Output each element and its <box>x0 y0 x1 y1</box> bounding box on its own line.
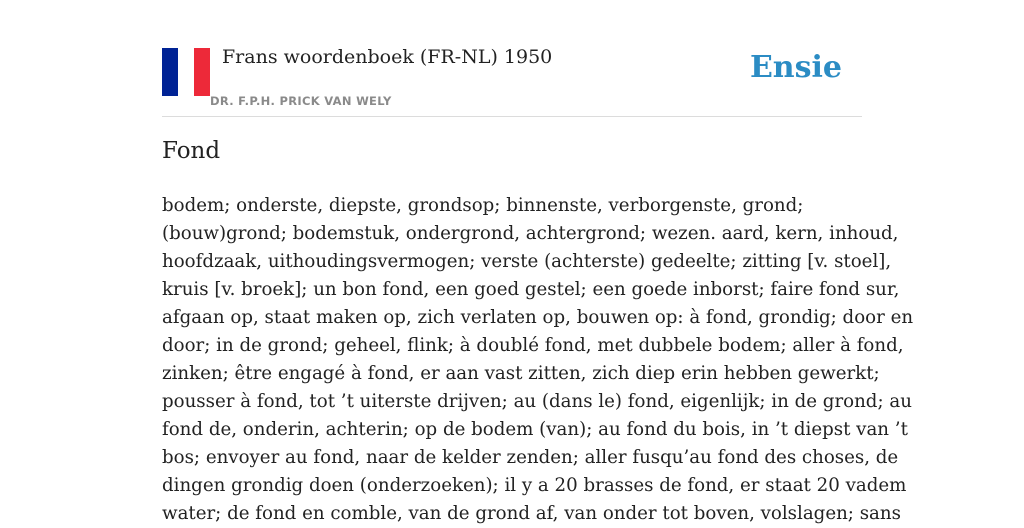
ensie-logo[interactable]: Ensie <box>749 50 842 85</box>
definition-line: hoofdzaak, uithoudingsvermogen; verste (achterste) gedeelte; zitting [v. stoel], <box>162 251 892 272</box>
dictionary-title[interactable]: Frans woordenboek (FR-NL) 1950 <box>222 46 553 68</box>
definition-line: bodem; onderste, diepste, grondsop; binnenste, verborgenste, grond; <box>162 195 804 216</box>
definition-line: dingen grondig doen (onderzoeken); il y a 20 brasses de fond, er staat 20 vadem <box>162 475 907 496</box>
dictionary-author: DR. F.P.H. PRICK VAN WELY <box>210 94 392 108</box>
entry-definition <box>162 192 914 528</box>
definition-line: (bouw)grond; bodemstuk, ondergrond, achtergrond; wezen. aard, kern, inhoud, <box>162 223 899 244</box>
definition-line: water; de fond en comble, van de grond af, van onder tot boven, volslagen; sans <box>162 503 901 524</box>
entry-headword: Fond <box>162 138 221 164</box>
flag-blue-stripe <box>162 48 178 96</box>
definition-line: afgaan op, staat maken op, zich verlaten op, bouwen op: à fond, grondig; door en <box>162 307 914 328</box>
definition-line: pousser à fond, tot ’t uiterste drijven; au (dans le) fond, eigenlijk; in de grond; au <box>162 391 912 412</box>
definition-line: door; in de grond; geheel, flink; à doublé fond, met dubbele bodem; aller à fond, <box>162 335 904 356</box>
definition-line: bos; envoyer au fond, naar de kelder zenden; aller fusqu’au fond des choses, de <box>162 447 899 468</box>
definition-line: kruis [v. broek]; un bon fond, een goed gestel; een goede inborst; faire fond sur, <box>162 279 900 300</box>
flag-red-stripe <box>194 48 210 96</box>
dictionary-header <box>162 44 862 117</box>
flag-white-stripe <box>178 48 194 96</box>
definition-line: zinken; être engagé à fond, er aan vast zitten, zich diep erin hebben gewerkt; <box>162 363 880 384</box>
definition-line: fond de, onderin, achterin; op de bodem (van); au fond du bois, in ’t diepst van ’t <box>162 419 908 440</box>
france-flag-icon <box>162 48 210 96</box>
